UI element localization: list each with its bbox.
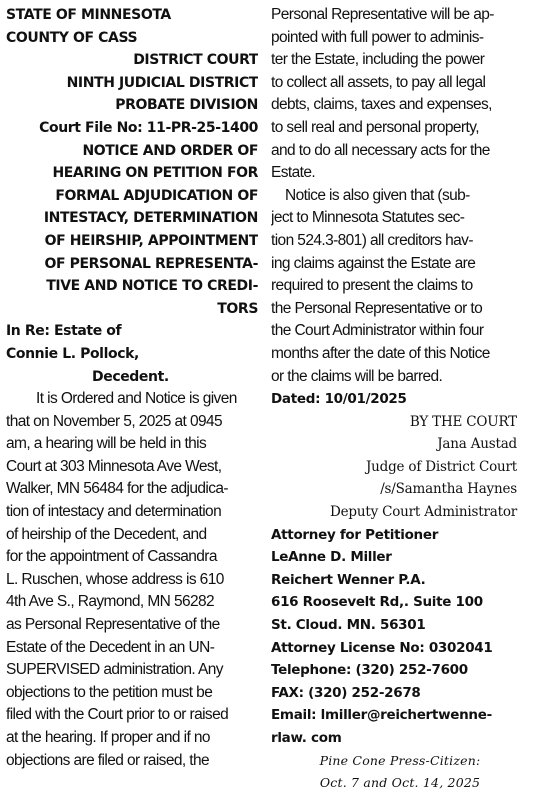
body-line: the Court Administrator within four [271, 322, 484, 340]
deputy-administrator: Deputy Court Administrator [330, 504, 517, 521]
attorney-line: Attorney for Petitioner [271, 526, 439, 543]
attorney-line: Email: lmiller@reichertwenne- [271, 707, 492, 724]
body-line: objections are filed or raised, the [6, 751, 210, 769]
body-line: objections to the petition must be [6, 683, 213, 701]
court-file-number: Court File No: 11-PR-25-1400 [39, 119, 258, 136]
body-line: pointed with full power to adminis- [271, 28, 484, 46]
notice-title-line: OF HEIRSHIP, APPOINTMENT [44, 232, 258, 249]
notice-title-line: INTESTACY, DETERMINATION [43, 210, 258, 227]
attorney-line: St. Cloud. MN. 56301 [271, 617, 426, 634]
body-line: SUPERVISED administration. Any [6, 661, 223, 679]
body-line: debts, claims, taxes and expenses, [271, 96, 492, 114]
body-line: Notice is also given that (sub- [285, 186, 470, 204]
notice-title-line: TORS [217, 300, 258, 317]
body-line: to sell real and personal property, [271, 118, 479, 136]
body-line: Personal Representative will be ap- [271, 6, 494, 23]
county-heading: COUNTY OF CASS [6, 29, 138, 46]
body-line: Estate. [271, 164, 316, 182]
attorney-line: 616 Roosevelt Rd,. Suite 100 [271, 594, 483, 611]
state-heading: STATE OF MINNESOTA [6, 7, 171, 23]
publication-dates: Oct. 7 and Oct. 14, 2025 [319, 775, 481, 791]
estate-reference: In Re: Estate of [6, 323, 122, 340]
body-line: It is Ordered and Notice is given [36, 390, 237, 408]
judge-name: Jana Austad [437, 436, 517, 453]
decedent-label: Decedent. [92, 368, 169, 385]
body-line: of heirship of the Decedent, and [6, 525, 207, 543]
court-heading: DISTRICT COURT [133, 52, 258, 69]
body-line: tion 524.3-801) all creditors hav- [271, 231, 473, 249]
notice-title-line: NOTICE AND ORDER OF [82, 142, 258, 159]
body-line: to collect all assets, to pay all legal [271, 73, 486, 91]
body-line: 4th Ave S., Raymond, MN 56282 [6, 593, 215, 611]
left-column [6, 4, 258, 772]
judge-title: Judge of District Court [365, 458, 517, 475]
body-line: at the hearing. If proper and if no [6, 729, 210, 746]
notice-title-line: FORMAL ADJUDICATION OF [55, 187, 258, 204]
signature-line: /s/Samantha Haynes [380, 481, 517, 498]
body-line: Estate of the Decedent in an UN- [6, 638, 215, 656]
body-line: required to present the claims to [271, 277, 473, 295]
body-line: and to do all necessary acts for the [271, 141, 490, 159]
body-line: filed with the Court prior to or raised [6, 706, 229, 724]
notice-title-line: OF PERSONAL REPRESENTA- [44, 255, 258, 272]
body-line: L. Ruschen, whose address is 610 [6, 570, 224, 588]
body-line: months after the date of this Notice [271, 344, 490, 362]
publication-name: Pine Cone Press-Citizen: [319, 752, 481, 768]
body-line: the Personal Representative or to [271, 299, 483, 317]
body-line: Walker, MN 56484 for the adjudica- [6, 480, 228, 498]
district-heading: NINTH JUDICIAL DISTRICT [66, 74, 258, 91]
attorney-line: FAX: (320) 252-2678 [271, 684, 421, 701]
attorney-line: LeAnne D. Miller [271, 549, 392, 566]
body-line: ing claims against the Estate are [271, 254, 476, 272]
right-column [271, 4, 529, 795]
body-line: Court at 303 Minnesota Ave West, [6, 457, 222, 475]
body-line: for the appointment of Cassandra [6, 548, 217, 566]
attorney-line: rlaw. com [271, 730, 342, 746]
body-line: tion of intestacy and determination [6, 503, 222, 521]
body-line: that on November 5, 2025 at 0945 [6, 412, 223, 430]
division-heading: PROBATE DIVISION [115, 97, 258, 114]
body-line: or the claims will be barred. [271, 367, 443, 385]
body-line: ject to Minnesota Statutes sec- [271, 209, 465, 227]
dated-line: Dated: 10/01/2025 [271, 391, 407, 408]
notice-title-line: HEARING ON PETITION FOR [52, 165, 258, 182]
body-line: am, a hearing will be held in this [6, 435, 207, 453]
attorney-line: Reichert Wenner P.A. [271, 571, 426, 588]
attorney-line: Telephone: (320) 252-7600 [271, 662, 468, 679]
decedent-name: Connie L. Pollock, [6, 345, 139, 362]
body-line: ter the Estate, including the power [271, 51, 485, 69]
attorney-line: Attorney License No: 0302041 [271, 639, 493, 656]
by-the-court: BY THE COURT [409, 413, 517, 430]
notice-title-line: TIVE AND NOTICE TO CREDI- [46, 278, 258, 295]
body-line: as Personal Representative of the [6, 616, 220, 634]
